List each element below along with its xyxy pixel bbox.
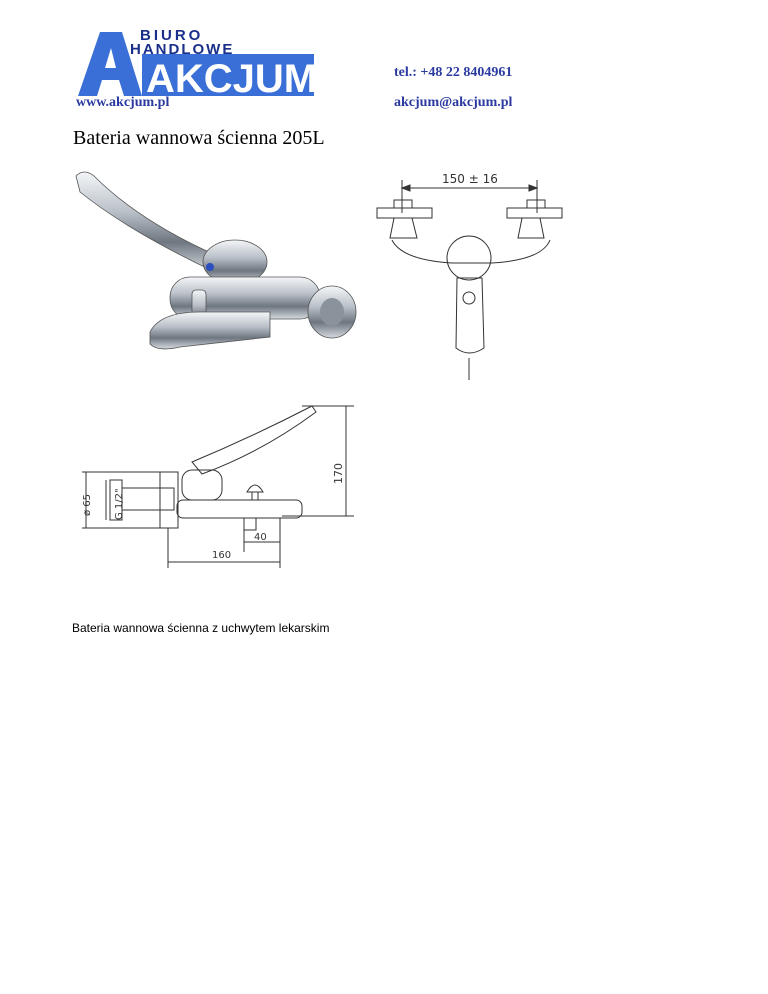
front-view-drawing [372, 168, 582, 383]
email-address[interactable]: akcjum@akcjum.pl [394, 95, 513, 110]
side-view-drawing [72, 392, 362, 572]
logo-brand-text: AKCJUM [146, 57, 318, 100]
dim-160-label: 160 [212, 550, 232, 561]
product-title: Bateria wannowa ścienna 205L [73, 127, 325, 149]
dim-spacing-label: 150 ± 16 [442, 172, 498, 186]
product-photo [70, 162, 370, 382]
dim-thread-label: G 1/2" [114, 488, 125, 520]
dim-diameter-label: ø 65 [82, 493, 93, 516]
company-logo [74, 28, 324, 100]
website-url[interactable]: www.akcjum.pl [76, 95, 170, 110]
dim-height-label: 170 [332, 463, 345, 484]
product-description: Bateria wannowa ścienna z uchwytem lekarskim [72, 621, 330, 635]
logo-line1: BIURO [140, 28, 204, 44]
phone-number: tel.: +48 22 8404961 [394, 65, 513, 80]
logo-graphic [74, 28, 324, 100]
logo-line2: HANDLOWE [130, 41, 235, 58]
dim-40-label: 40 [254, 532, 267, 543]
